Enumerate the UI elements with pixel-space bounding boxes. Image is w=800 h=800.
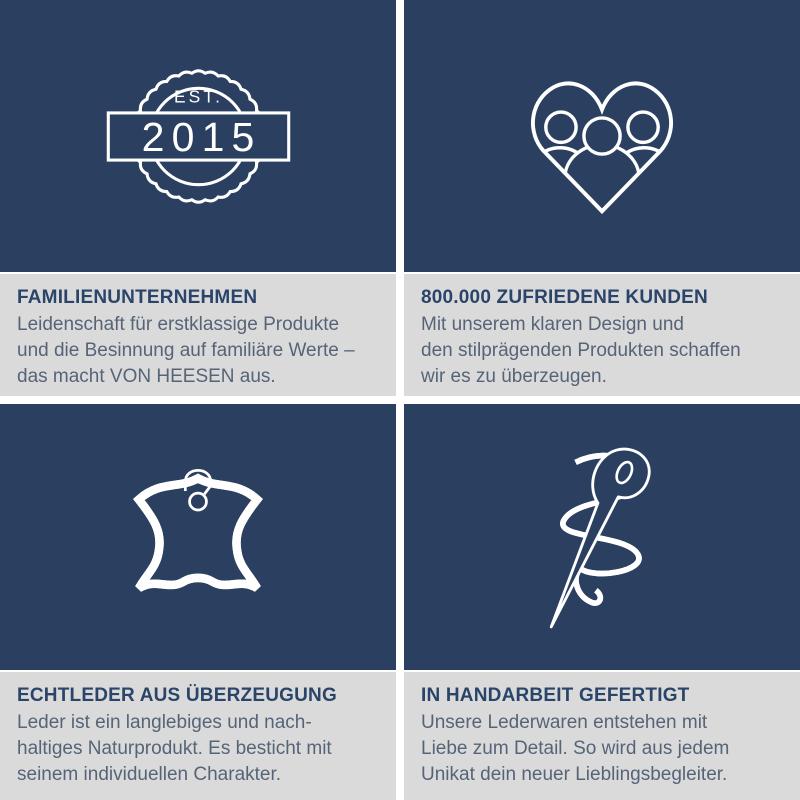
person-left-head bbox=[546, 112, 576, 142]
card-body-line: Unsere Lederwaren entstehen mit bbox=[421, 712, 708, 733]
card-body-line: und die Besinnung auf familiäre Werte – bbox=[17, 340, 355, 361]
feature-card-handmade bbox=[404, 404, 800, 800]
est-2015-badge-icon bbox=[96, 34, 301, 239]
card-heading: ECHTLEDER AUS ÜBERZEUGUNG bbox=[17, 685, 337, 706]
card-body-line: das macht VON HEESEN aus. bbox=[17, 366, 276, 387]
heart-family-icon bbox=[504, 49, 700, 223]
card-heading: IN HANDARBEIT GEFERTIGT bbox=[421, 685, 690, 706]
card-body-line: den stilprägenden Produkten schaffen bbox=[421, 340, 741, 361]
card-body-line: Mit unserem klaren Design und bbox=[421, 314, 684, 335]
caption-panel-leather bbox=[0, 672, 396, 800]
family-figures bbox=[530, 112, 675, 221]
caption-panel-customers bbox=[404, 274, 800, 396]
card-body-line: Leidenschaft für erstklassige Produkte bbox=[17, 314, 340, 335]
card-body-line: haltiges Naturprodukt. Es besticht mit bbox=[17, 738, 332, 759]
caption-panel-handmade bbox=[404, 672, 800, 800]
feature-card-leather bbox=[0, 404, 396, 800]
leather-hide-icon bbox=[124, 453, 272, 622]
icon-tile-customers bbox=[404, 0, 800, 272]
feature-card-customers bbox=[404, 0, 800, 396]
card-body-line: Unikat dein neuer Lieblingsbegleiter. bbox=[421, 764, 728, 785]
card-body-line: Liebe zum Detail. So wird aus jedem bbox=[421, 738, 730, 759]
feature-card-family bbox=[0, 0, 396, 396]
hide-outline-inner bbox=[139, 478, 257, 588]
icon-tile-handmade bbox=[404, 404, 800, 670]
caption-panel-family bbox=[0, 274, 396, 396]
card-body-line: seinem individuellen Charakter. bbox=[17, 764, 282, 785]
card-body-line: Leder ist ein langlebiges und nach- bbox=[17, 712, 312, 733]
card-body-line: wir es zu überzeugen. bbox=[421, 366, 607, 387]
badge-year-text: 2015 bbox=[141, 113, 262, 160]
needle-thread-icon bbox=[541, 438, 663, 636]
card-heading: 800.000 ZUFRIEDENE KUNDEN bbox=[421, 287, 708, 308]
icon-tile-family bbox=[0, 0, 396, 272]
badge-est-text: EST. bbox=[173, 86, 223, 107]
person-right-head bbox=[628, 112, 658, 142]
hide-tag-hole bbox=[190, 493, 207, 510]
person-center-head bbox=[584, 118, 620, 154]
icon-tile-leather bbox=[0, 404, 396, 670]
card-heading: FAMILIENUNTERNEHMEN bbox=[17, 287, 258, 308]
